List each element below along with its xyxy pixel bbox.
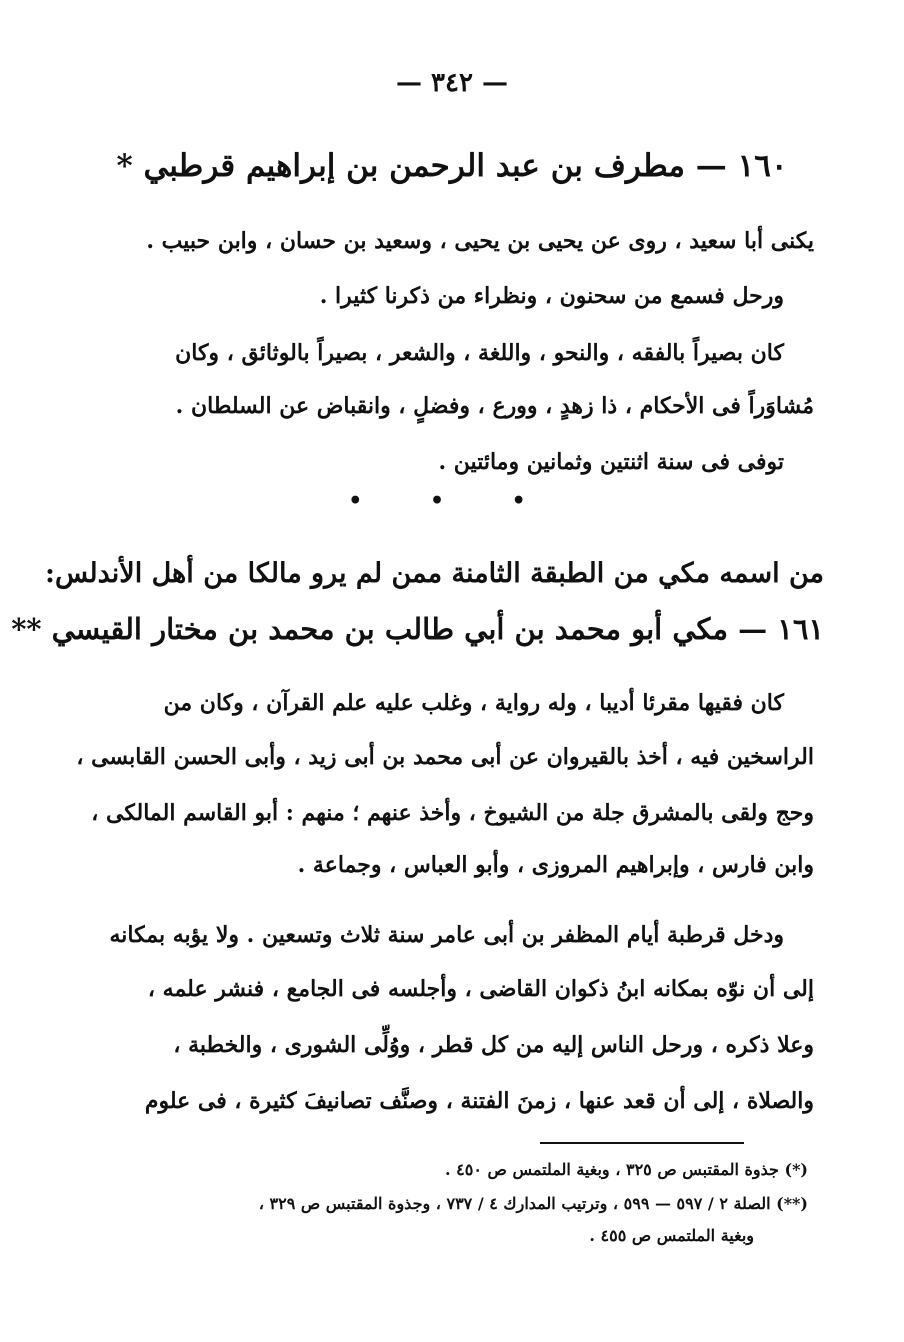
section-separator: • • •: [348, 488, 556, 514]
entry-160-line: مُشاوَراً فى الأحكام ، ذا زهدٍ ، وورع ، وفضلٍ ، وانقباض عن السلطان .: [175, 393, 814, 419]
page-number: — ٣٤٢ —: [395, 68, 509, 98]
entry-161-line: الراسخين فيه ، أخذ بالقيروان عن أبى محمد بن أبى زيد ، وأبى الحسن القابسى ،: [76, 744, 814, 770]
entry-161-line: وحج ولقى بالمشرق جلة من الشيوخ ، وأخذ عنهم ؛ منهم : أبو القاسم المالكى ،: [91, 800, 814, 826]
entry-160-title: ١٦٠ — مطرف بن عبد الرحمن بن إبراهيم قرطبي *: [116, 148, 788, 184]
entry-161-title: ١٦١ — مكي أبو محمد بن أبي طالب بن محمد بن مختار القيسي **: [11, 612, 824, 646]
footnote: (*) جذوة المقتبس ص ٣٢٥ ، وبغية الملتمس ص ٤٥٠ .: [445, 1160, 808, 1179]
section-heading: من اسمه مكي من الطبقة الثامنة ممن لم يرو مالكا من أهل الأندلس:: [45, 558, 824, 589]
entry-161-line: كان فقيها مقرئا أديبا ، وله رواية ، وغلب عليه علم القرآن ، وكان من: [163, 690, 784, 716]
entry-161-line: والصلاة ، إلى أن قعد عنها ، زمنَ الفتنة ، وصنَّف تصانيفَ كثيرة ، فى علوم: [144, 1088, 814, 1114]
entry-161-line: وابن فارس ، وإبراهيم المروزى ، وأبو العباس ، وجماعة .: [297, 852, 814, 878]
entry-161-line: ودخل قرطبة أيام المظفر بن أبى عامر سنة ثلاث وتسعين . ولا يؤبه بمكانه: [109, 922, 784, 948]
entry-160-line: توفى فى سنة اثنتين وثمانين ومائتين .: [438, 449, 784, 475]
entry-160-line: كان بصيراً بالفقه ، والنحو ، واللغة ، والشعر ، بصيراً بالوثائق ، وكان: [175, 340, 784, 366]
entry-160-line: ورحل فسمع من سحنون ، ونظراء من ذكرنا كثيرا .: [319, 283, 784, 309]
entry-161-line: إلى أن نوّه بمكانه ابنُ ذكوان القاضى ، وأجلسه فى الجامع ، فنشر علمه ،: [147, 976, 814, 1002]
entry-161-line: وعلا ذكره ، ورحل الناس إليه من كل قطر ، ووُلِّى الشورى ، والخطبة ،: [173, 1032, 814, 1058]
footnote-divider: [540, 1142, 744, 1144]
footnote: وبغية الملتمس ص ٤٥٥ .: [589, 1226, 754, 1245]
entry-160-line: يكنى أبا سعيد ، روى عن يحيى بن يحيى ، وسعيد بن حسان ، وابن حبيب .: [146, 228, 814, 254]
footnote: (**) الصلة ٢ / ٥٩٧ — ٥٩٩ ، وترتيب المدارك ٤ / ٧٣٧ ، وجذوة المقتبس ص ٣٢٩ ،: [258, 1194, 808, 1213]
